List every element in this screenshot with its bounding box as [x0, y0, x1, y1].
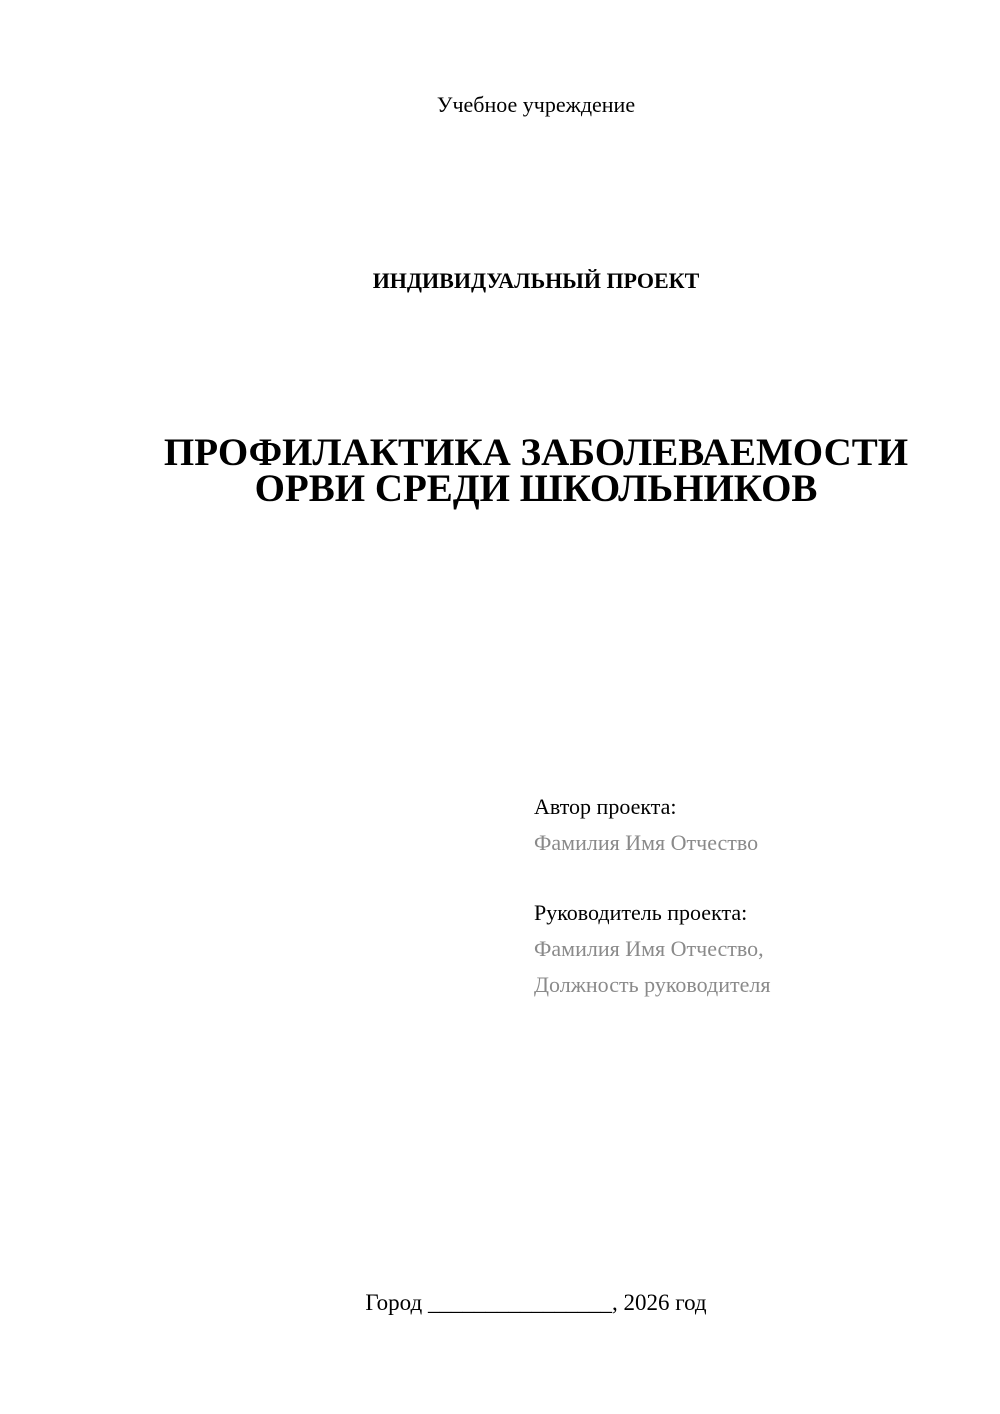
project-title-line-2: ОРВИ СРЕДИ ШКОЛЬНИКОВ — [254, 467, 818, 510]
supervisor-label: Руководитель проекта: — [534, 900, 748, 925]
supervisor-name: Фамилия Имя Отчество, — [534, 936, 764, 961]
project-type-heading: ИНДИВИДУАЛЬНЫЙ ПРОЕКТ — [372, 268, 700, 293]
supervisor-position: Должность руководителя — [534, 972, 771, 997]
project-people-block — [534, 789, 974, 1003]
spacer — [534, 861, 974, 895]
project-title — [0, 431, 1000, 510]
institution-name: Учебное учреждение — [436, 92, 636, 117]
author-label: Автор проекта: — [534, 794, 677, 819]
project-title-line-1: ПРОФИЛАКТИКА ЗАБОЛЕВАЕМОСТИ — [163, 431, 909, 474]
city-year-footer: Город ________________, 2026 год — [365, 1290, 707, 1315]
author-name: Фамилия Имя Отчество — [534, 830, 759, 855]
